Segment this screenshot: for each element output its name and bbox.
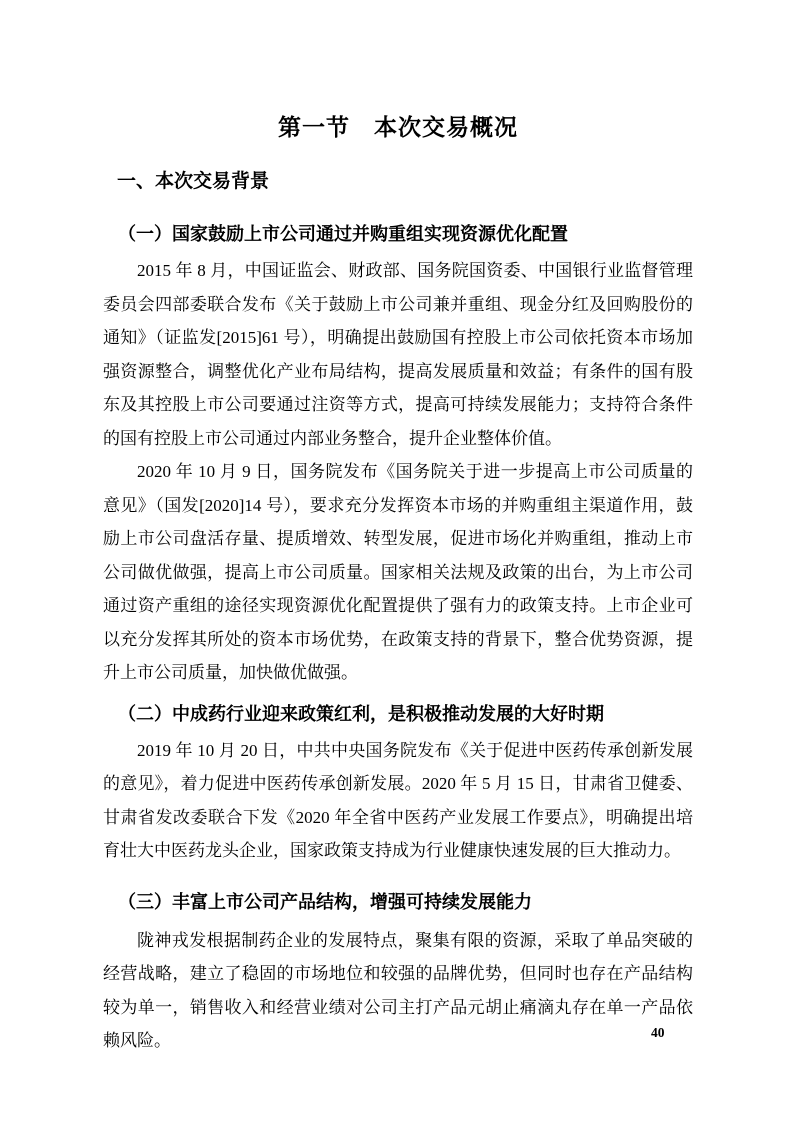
subsection-3-heading: （三）丰富上市公司产品结构，增强可持续发展能力 bbox=[118, 891, 532, 912]
section-heading: 一、本次交易背景 bbox=[117, 171, 270, 192]
page-number: 40 bbox=[651, 1025, 665, 1040]
subsection-1-paragraph-2: 2020 年 10 月 9 日，国务院发布《国务院关于进一步提高上市公司质量的意见》（国发[2020]14 号），要求充分发挥资本市场的并购重组主渠道作用，鼓励上市公司盘活存量、提质增效、转型发展，促进市场化并购重组，推动上市公司做优做强，提高上市公司质量。国家相关法规及政策的出台，为上市公司通过资产重组的途径实现资源优化配置提供了强有力的政策支持。上市企业可以充分发挥其所处的资本市场优势，在政策支持的背景下，整合优势资源，提升上市公司质量，加快做优做强。 bbox=[103, 462, 693, 682]
subsection-2-paragraph-1: 2019 年 10 月 20 日，中共中央国务院发布《关于促进中医药传承创新发展的意见》，着力促进中医药传承创新发展。2020 年 5 月 15 日，甘肃省卫健委、甘肃省发改委联合下发《2020 年全省中医药产业发展工作要点》，明确提出培育壮大中医药龙头企业，国家政策支持成为行业健康快速发展的巨大推动力。 bbox=[103, 740, 693, 860]
page-title: 第一节 本次交易概况 bbox=[278, 114, 518, 140]
subsection-2-heading: （二）中成药行业迎来政策红利，是积极推动发展的大好时期 bbox=[118, 703, 604, 724]
subsection-1-paragraph-1: 2015 年 8 月，中国证监会、财政部、国务院国资委、中国银行业监督管理委员会四部委联合发布《关于鼓励上市公司兼并重组、现金分红及回购股份的通知》（证监发[2015]61 号），明确提出鼓励国有控股上市公司依托资本市场加强资源整合，调整优化产业布局结构，提高发展质量和效益；有条件的国有股东及其控股上市公司要通过注资等方式，提高可持续发展能力；支持符合条件的国有控股上市公司通过内部业务整合，提升企业整体价值。 bbox=[103, 261, 693, 448]
subsection-1-heading: （一）国家鼓励上市公司通过并购重组实现资源优化配置 bbox=[118, 224, 568, 244]
subsection-3-paragraph-1: 陇神戎发根据制药企业的发展特点，聚集有限的资源，采取了单品突破的经营战略，建立了稳固的市场地位和较强的品牌优势，但同时也存在产品结构较为单一，销售收入和经营业绩对公司主打产品元胡止痛滴丸存在单一产品依赖风险。 bbox=[103, 930, 693, 1050]
